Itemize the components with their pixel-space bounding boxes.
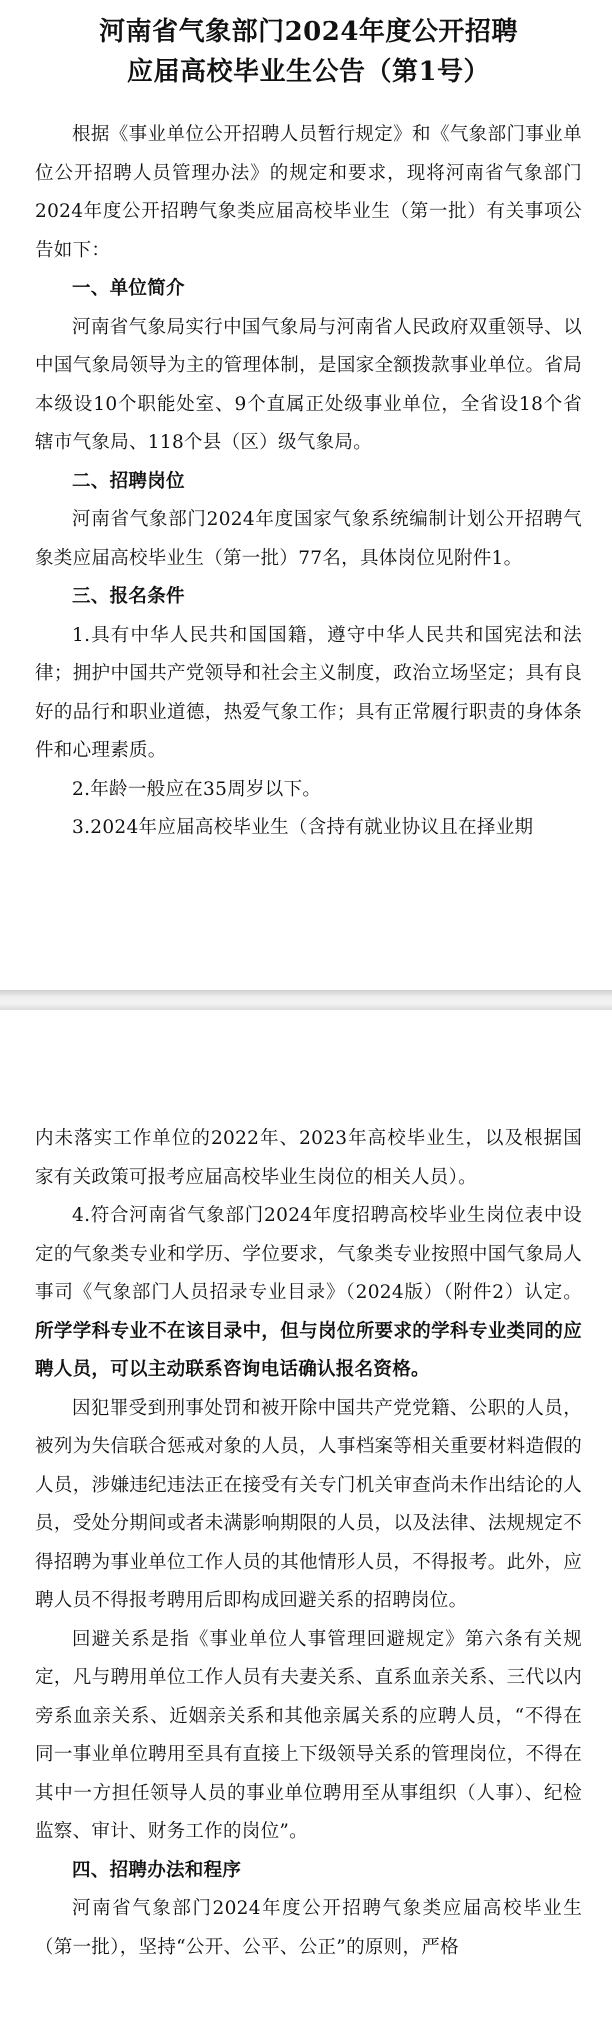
requirement-item-1: 1.具有中华人民共和国国籍，遵守中华人民共和国宪法和法律；拥护中国共产党领导和社会主义制度，政治立场坚定；具有良好的品行和职业道德，热爱气象工作；具有正常履行职责的身体条件和心理素质。 <box>35 624 582 761</box>
exclusion-paragraph: 因犯罪受到刑事处罚和被开除中国共产党党籍、公职的人员，被列为失信联合惩戒对象的人员，人事档案等相关重要材料造假的人员，涉嫌违纪违法正在接受有关专门机关审查尚未作出结论的人员，受处分期间或者未满影响期限的人员，以及法律、法规规定不得招聘为事业单位工作人员的其他情形人员，不得报考。此外，应聘人员不得报考聘用后即构成回避关系的招聘岗位。 <box>35 1397 582 1611</box>
requirement-item-4-text: 4.符合河南省气象部门2024年度招聘高校毕业生岗位表中设定的气象类专业和学历、学位要求，气象类专业按照中国气象局人事司《气象部门人员招录专业目录》（2024版）（附件2）认定。 <box>35 1205 582 1303</box>
page-title <box>35 0 582 92</box>
avoidance-paragraph: 回避关系是指《事业单位人事管理回避规定》第六条有关规定，凡与聘用单位工作人员有夫妻关系、直系血亲关系、三代以内旁系血亲关系、近姻亲关系和其他亲属关系的应聘人员，“不得在同一事业单位聘用至具有直接上下级领导关系的管理岗位，不得在其中一方担任领导人员的事业单位聘用至从事组织（人事）、纪检监察、审计、财务工作的岗位”。 <box>35 1628 582 1842</box>
requirement-item-3-continued: 内未落实工作单位的2022年、2023年高校毕业生，以及根据国家有关政策可报考应届高校毕业生岗位的相关人员）。 <box>35 1128 582 1188</box>
section-heading-positions: 二、招聘岗位 <box>72 470 185 492</box>
requirement-item-4 <box>35 1197 582 1390</box>
section-heading-procedure: 四、招聘办法和程序 <box>72 1859 242 1881</box>
document-body-page-1 <box>35 116 582 848</box>
positions-paragraph: 河南省气象部门2024年度国家气象系统编制计划公开招聘气象类应届高校毕业生（第一批）77名，具体岗位见附件1。 <box>35 509 582 569</box>
requirement-item-2: 2.年龄一般应在35周岁以下。 <box>72 778 322 800</box>
requirement-item-4-emphasis: 所学学科专业不在该目录中，但与岗位所要求的学科专业类同的应聘人员，可以主动联系咨询电话确认报名资格。 <box>35 1320 582 1380</box>
requirement-item-3-start: 3.2024年应届高校毕业生（含持有就业协议且在择业期 <box>72 817 534 838</box>
intro-paragraph: 根据《事业单位公开招聘人员暂行规定》和《气象部门事业单位公开招聘人员管理办法》的规定和要求，现将河南省气象部门2024年度公开招聘气象类应届高校毕业生（第一批）有关事项公告如下： <box>35 124 582 261</box>
document-body-page-2 <box>35 1120 582 1967</box>
title-line-2: 应届高校毕业生公告（第1号） <box>126 57 491 87</box>
section-heading-unit-intro: 一、单位简介 <box>72 278 185 299</box>
document-page-2 <box>0 1010 612 2022</box>
page-break <box>0 990 612 1010</box>
title-line-1: 河南省气象部门2024年度公开招聘 <box>99 17 518 47</box>
procedure-paragraph: 河南省气象部门2024年度公开招聘气象类应届高校毕业生（第一批），坚持“公开、公平、公正”的原则，严格 <box>35 1898 582 1958</box>
document-page-1 <box>0 0 612 990</box>
unit-intro-paragraph: 河南省气象局实行中国气象局与河南省人民政府双重领导、以中国气象局领导为主的管理体制，是国家全额拨款事业单位。省局本级设10个职能处室、9个直属正处级事业单位，全省设18个省辖市气象局、118个县（区）级气象局。 <box>35 316 582 453</box>
section-heading-requirements: 三、报名条件 <box>72 586 185 607</box>
